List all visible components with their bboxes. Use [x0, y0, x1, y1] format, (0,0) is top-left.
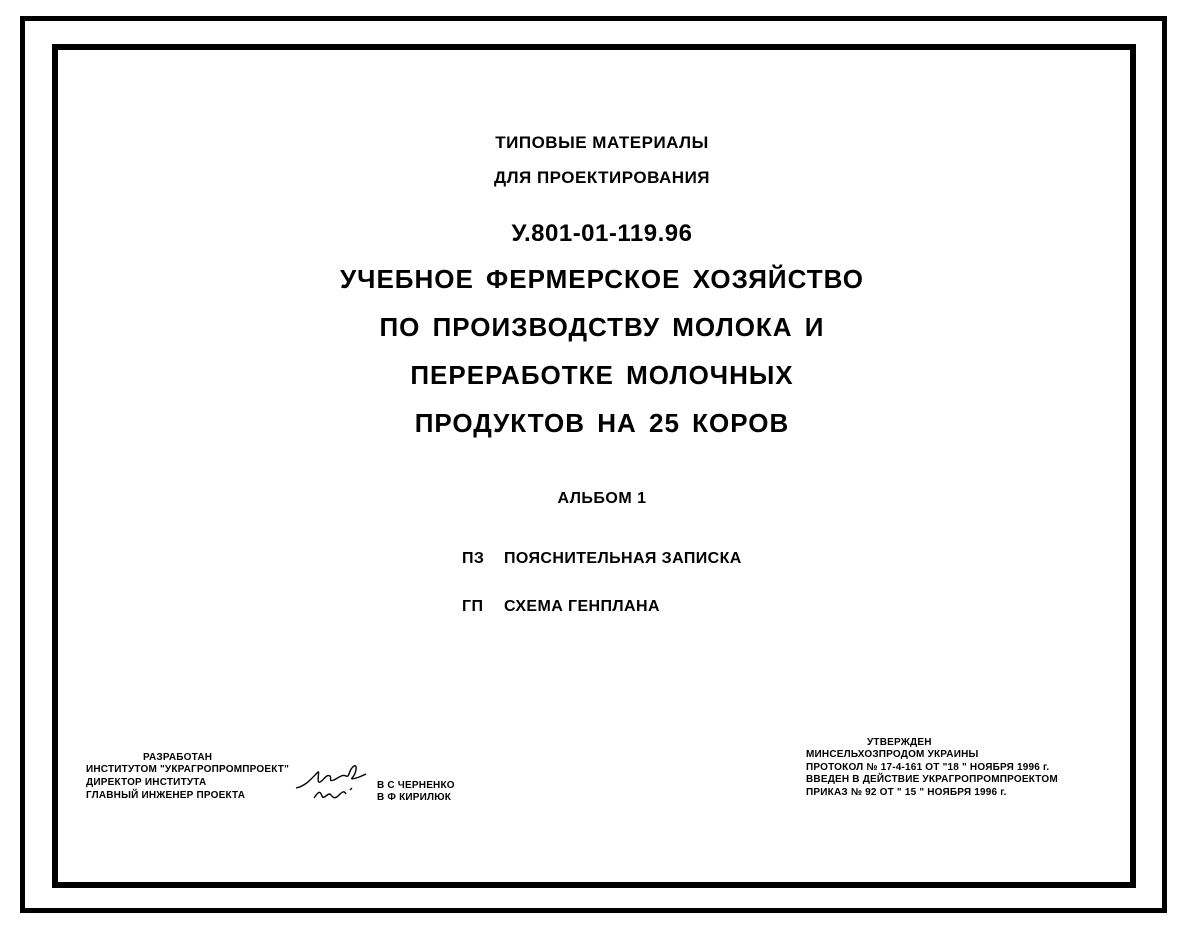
document-designation: У.801-01-119.96 — [511, 220, 693, 247]
contents-name: СХЕМА ГЕНПЛАНА — [504, 598, 660, 615]
developed-heading: РАЗРАБОТАН — [143, 752, 213, 763]
enactment-order: ПРИКАЗ № 92 ОТ " 15 " НОЯБРЯ 1996 г. — [806, 787, 1007, 798]
director-name: В С ЧЕРНЕНКО — [377, 780, 455, 791]
contents-code: ГП — [462, 598, 484, 615]
developed-institute: ИНСТИТУТОМ "УКРАГРОПРОМПРОЕКТ" — [86, 764, 290, 775]
title-line-4: ПРОДУКТОВ НА 25 КОРОВ — [414, 408, 790, 438]
approved-protocol: ПРОТОКОЛ № 17-4-161 ОТ "18 " НОЯБРЯ 1996 г. — [806, 762, 1050, 773]
contents-name: ПОЯСНИТЕЛЬНАЯ ЗАПИСКА — [504, 550, 742, 567]
chief-engineer-name: В Ф КИРИЛЮК — [377, 792, 452, 803]
chief-engineer-role: ГЛАВНЫЙ ИНЖЕНЕР ПРОЕКТА — [86, 790, 246, 801]
enacted-by: ВВЕДЕН В ДЕЙСТВИЕ УКРАГРОПРОМПРОЕКТОМ — [806, 774, 1058, 785]
series-line-2: ДЛЯ ПРОЕКТИРОВАНИЯ — [493, 168, 711, 187]
approved-heading: УТВЕРЖДЕН — [867, 737, 932, 748]
title-line-3: ПЕРЕРАБОТКЕ МОЛОЧНЫХ — [410, 360, 794, 390]
contents-code: ПЗ — [462, 550, 485, 567]
signatures-image — [292, 760, 372, 808]
title-line-1: УЧЕБНОЕ ФЕРМЕРСКОЕ ХОЗЯЙСТВО — [340, 264, 864, 294]
approved-ministry: МИНСЕЛЬХОЗПРОДОМ УКРАИНЫ — [806, 749, 979, 760]
series-line-1: ТИПОВЫЕ МАТЕРИАЛЫ — [495, 133, 709, 152]
contents-item — [462, 550, 742, 568]
director-role: ДИРЕКТОР ИНСТИТУТА — [86, 777, 207, 788]
contents-item — [462, 598, 660, 616]
album-label: АЛЬБОМ 1 — [557, 490, 647, 507]
title-line-2: ПО ПРОИЗВОДСТВУ МОЛОКА И — [379, 312, 825, 342]
